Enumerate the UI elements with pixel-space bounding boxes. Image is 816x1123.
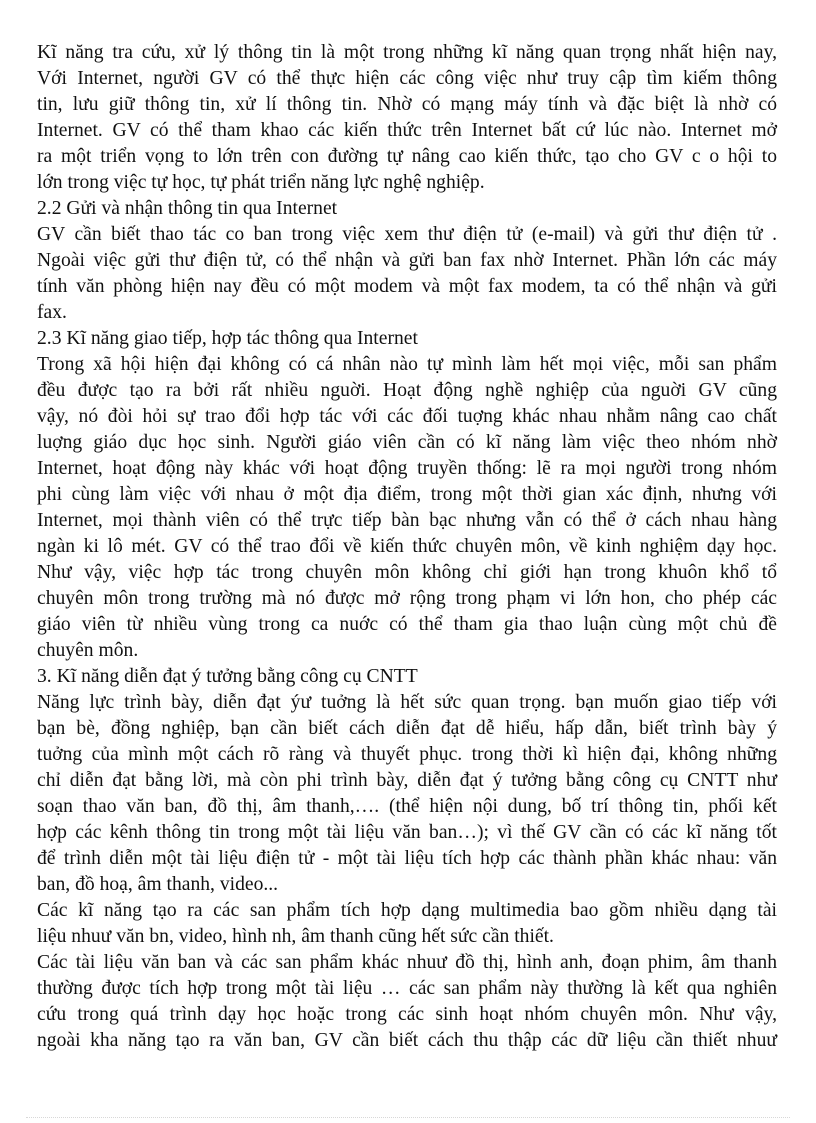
text-line: ban, đồ hoạ, âm thanh, video... [37, 874, 279, 895]
heading-text: 2.3 Kĩ năng giao tiếp, hợp tác thông qua Internet [37, 328, 418, 349]
section-heading-3 [37, 664, 777, 690]
text-line: vậy, nó đòi hỏi sự trao đổi hợp tác với các đối tuợng khác nhau nhằm nâng cao chất [37, 406, 777, 427]
text-line: chuyên môn. [37, 640, 139, 661]
text-line: thường được tích hợp trong một tài liệu … các san phẩm này thường là kết qua nghiên [37, 978, 777, 999]
text-line: chỉ diễn đạt bằng lời, mà còn phi trình bày, diễn đạt ý tưởng bằng công cụ CNTT như [37, 770, 777, 791]
text-line: lớn trong việc tự học, tự phát triển năng lực nghệ nghiệp. [37, 172, 485, 193]
heading-text: 3. Kĩ năng diễn đạt ý tưởng bằng công cụ CNTT [37, 666, 418, 687]
section-heading-2-2 [37, 196, 777, 222]
text-line: Như vậy, việc hợp tác trong chuyên môn không chỉ giới hạn trong khuôn khổ tổ [37, 562, 777, 583]
text-line: cứu trong quá trình dạy học hoặc trong các sinh hoạt nhóm chuyên môn. Như vậy, [37, 1004, 777, 1025]
text-line: luợng giáo dục học sinh. Người giáo viên cần có kĩ năng làm việc theo nhóm nhờ [37, 432, 777, 453]
text-line: hợp các kênh thông tin trong một tài liệu văn ban…); vì thế GV cần có các kĩ năng tốt [37, 822, 777, 843]
text-line: đều được tạo ra bởi rất nhiều nguời. Hoạt động nghề nghiệp của nguời GV cũng [37, 380, 777, 401]
text-line: bạn bè, đồng nghiệp, bạn cần biết cách diễn đạt dễ hiểu, hấp dẫn, biết trình bày ý [37, 718, 777, 739]
text-line: Internet, hoạt động này khác với hoạt động truyền thống: lẽ ra mọi người trong nhóm [37, 458, 777, 479]
paragraph-email-fax [37, 222, 777, 326]
paragraph-collaboration [37, 352, 777, 664]
text-line: Internet. GV có thể tham khao các kiến thức trên Internet bất cứ lúc nào. Internet mở [37, 120, 777, 141]
text-line: tính văn phòng hiện nay đều có một modem và một fax modem, ta có thể nhận và gửi [37, 276, 777, 297]
text-line: liệu nhuư văn bn, video, hình nh, âm thanh cũng hết sức cần thiết. [37, 926, 554, 947]
text-line: fax. [37, 302, 67, 323]
paragraph-multimedia [37, 898, 777, 950]
text-line: ngoài kha năng tạo ra văn ban, GV cần biết cách thu thập các dữ liệu cần thiết nhuư [37, 1030, 777, 1051]
heading-text: 2.2 Gửi và nhận thông tin qua Internet [37, 198, 338, 219]
text-line: Trong xã hội hiện đại không có cá nhân nào tự mình làm hết mọi việc, mỗi san phẩm [37, 354, 777, 375]
paragraph-info-lookup-skills [37, 40, 777, 196]
text-line: chuyên môn trong trường mà nó được mở rộng trong phạm vi lớn hon, cho phép các [37, 588, 777, 609]
paragraph-document-integration [37, 950, 777, 1054]
document-page [37, 40, 777, 1054]
text-line: soạn thao văn ban, đồ thị, âm thanh,…. (thể hiện nội dung, bố trí thông tin, phối kết [37, 796, 777, 817]
text-line: Kĩ năng tra cứu, xử lý thông tin là một trong những kĩ năng quan trọng nhất hiện nay, [37, 42, 777, 63]
text-line: Ngoài việc gửi thư điện tử, có thể nhận và gửi ban fax nhờ Internet. Phần lớn các máy [37, 250, 777, 271]
text-line: để trình diễn một tài liệu điện tử - một tài liệu tích hợp các thành phần khác nhau: văn [37, 848, 777, 869]
section-heading-2-3 [37, 326, 777, 352]
paragraph-presentation-skills [37, 690, 777, 898]
text-line: Các kĩ năng tạo ra các san phẩm tích hợp dạng multimedia bao gồm nhiều dạng tài [37, 900, 777, 921]
text-line: Các tài liệu văn ban và các san phẩm khác nhuư đồ thị, hình anh, đoạn phim, âm thanh [37, 952, 777, 973]
text-line: tin, lưu giữ thông tin, xử lí thông tin. Nhờ có mạng máy tính và đặc biệt là nhờ có [37, 94, 777, 115]
text-line: GV cần biết thao tác co ban trong việc xem thư điện tử (e-mail) và gửi thư điện tử . [37, 224, 777, 245]
text-line: giáo viên từ nhiều vùng trong ca nuớc có thể tham gia thao luận cùng một chủ đề [37, 614, 777, 635]
page-bottom-divider [26, 1117, 790, 1118]
text-line: tuởng của mình một cách rõ ràng và thuyết phục. trong thời kì hiện đại, không những [37, 744, 777, 765]
text-line: phi cùng làm việc với nhau ở một địa điểm, trong một thời gian xác định, nhưng với [37, 484, 777, 505]
text-line: Với Internet, người GV có thể thực hiện các công việc như truy cập tìm kiếm thông [37, 68, 777, 89]
text-line: ngàn ki lô mét. GV có thể trao đổi về kiến thức chuyên môn, về kinh nghiệm dạy học. [37, 536, 777, 557]
text-line: Năng lực trình bày, diễn đạt ýư tuởng là hết sức quan trọng. bạn muốn giao tiếp với [37, 692, 777, 713]
text-line: ra một triển vọng to lớn trên con đường tự nâng cao kiến thức, tạo cho GV c o hội to [37, 146, 777, 167]
text-line: Internet, mọi thành viên có thể trực tiếp bàn bạc nhưng vẫn có thể ở cách nhau hàng [37, 510, 777, 531]
